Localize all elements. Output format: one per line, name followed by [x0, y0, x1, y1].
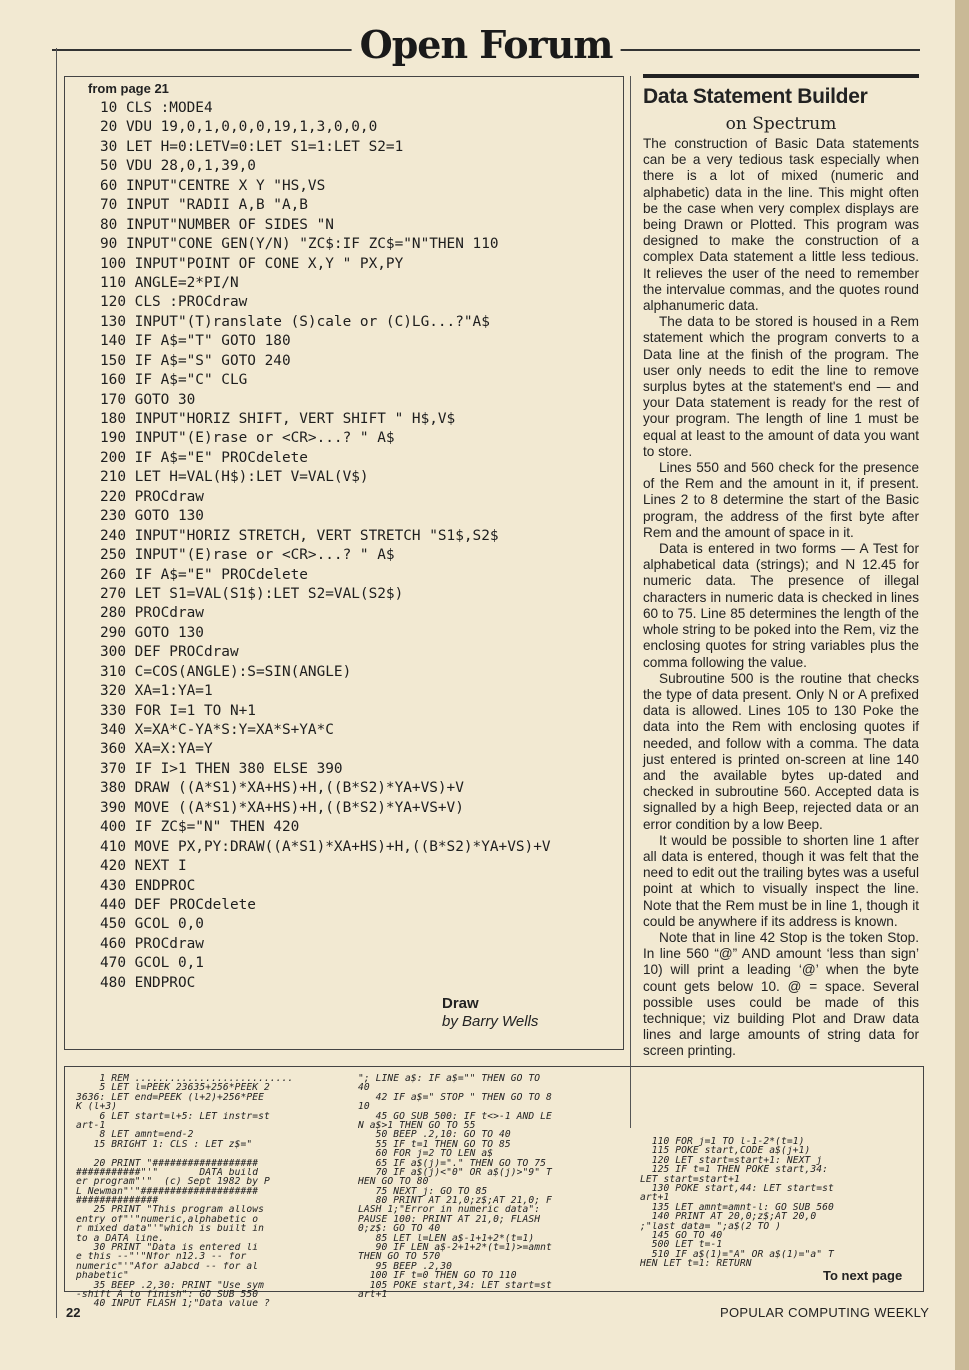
code-line: 310 C=COS(ANGLE):S=SIN(ANGLE)	[100, 663, 352, 680]
program-title: Draw	[442, 995, 479, 1012]
listing-line: to a DATA line.	[76, 1233, 165, 1244]
listing-line: 30 PRINT "Data is entered li	[76, 1243, 259, 1253]
code-line: 60 INPUT"CENTRE X Y "HS,VS	[100, 177, 326, 194]
article-paragraph: It would be possible to shorten line 1 after all data is entered, though it was felt that the need to edit out the trailing bytes was a useful point at which to visually inspect the line. Note that the Rem must be in line 1, though it could be anywhere if its address is known.	[643, 832, 919, 929]
listing-line: 20 PRINT "##################	[76, 1158, 259, 1168]
code-line: 170 GOTO 30	[100, 391, 196, 408]
code-line: 120 CLS :PROCdraw	[100, 294, 248, 311]
listing-line: ;"last data= ";a$(2 TO )	[640, 1221, 782, 1231]
code-line: 20 VDU 19,0,1,0,0,0,19,1,3,0,0,0	[100, 119, 378, 136]
article	[643, 74, 919, 1060]
code-line: 10 CLS :MODE4	[100, 100, 213, 116]
listing-line: N a$>1 THEN GO TO 55	[358, 1120, 476, 1131]
listing-line: 115 POKE start,CODE a$(j+1)	[640, 1146, 811, 1156]
code-line: 370 IF I>1 THEN 380 ELSE 390	[100, 760, 343, 777]
continued-from-label: from page 21	[88, 81, 169, 96]
article-paragraph: Subroutine 500 is the routine that checks the type of data present. Only N or A prefixed data is allowed. Lines 105 to 130 Poke the data into the Rem with enclosing quotes if needed, and follow with a comma. The data just entered is printed on-screen at line 140 and the available bytes up-dated and checked in subroutine 560. Accepted data is signalled by a high Beep, rejected data or an error condition by a low Beep.	[643, 670, 919, 832]
listing-column-3	[640, 1137, 918, 1268]
article-paragraph: Note that in line 42 Stop is the token Stop. In line 560 “@” AND amount ‘less than sign’ 10) will print a leading ‘@’ when the byte count gets below 10. @ = space. Several possible uses could be made of this technique; viz building Plot and Draw data lines and large amounts of string data for screen printing.	[643, 929, 919, 1059]
listing-line: numeric"'"Afor aJabcd -- for al	[76, 1261, 259, 1272]
listing-line: HEN GO TO 80	[358, 1177, 429, 1187]
masthead	[52, 22, 920, 72]
listing-line: THEN GO TO 570	[358, 1252, 441, 1262]
code-line: 340 X=XA*C-YA*S:Y=XA*S+YA*C	[100, 722, 334, 738]
listing-line: 25 PRINT "This program allows	[76, 1205, 265, 1215]
code-line: 100 INPUT"POINT OF CONE X,Y " PX,PY	[100, 255, 404, 272]
code-line: 90 INPUT"CONE GEN(Y/N) "ZC$:IF ZC$="N"THEN 110	[100, 236, 499, 253]
code-line: 160 IF A$="C" CLG	[100, 372, 248, 389]
listing-line: 105 POKE start,34: LET start=st	[358, 1280, 552, 1290]
listing-line: e this --"'"Nfor n12.3 -- for	[76, 1252, 247, 1262]
section-title: Open Forum	[352, 22, 621, 67]
column-divider	[630, 76, 631, 1128]
listing-line: 35 BEEP .2,30: PRINT "Use sym	[76, 1280, 265, 1290]
code-line: 430 ENDPROC	[100, 877, 196, 894]
article-subhead: on Spectrum	[725, 114, 837, 134]
code-line: 150 IF A$="S" GOTO 240	[100, 352, 291, 369]
listing-line: 42 IF a$=" STOP " THEN GO TO 8	[358, 1092, 552, 1103]
listing-line: 45 GO SUB 500: IF t<>-1 AND LE	[358, 1111, 552, 1121]
listing-line: PAUSE 100: PRINT AT 21,0; FLASH	[358, 1214, 541, 1225]
code-line: 210 LET H=VAL(H$):LET V=VAL(V$)	[100, 469, 369, 486]
listing-line: 130 POKE start,44: LET start=st	[640, 1183, 834, 1194]
listing-line: 10	[358, 1102, 370, 1112]
listing-line: 50 BEEP .2,10: GO TO 40	[358, 1130, 511, 1140]
listing-line: 40	[358, 1083, 370, 1093]
listing-line: 110 FOR j=1 TO l-1-2*(t=1)	[640, 1137, 805, 1147]
listing-line: 80 PRINT AT 21,0;z$;AT 21,0; F	[358, 1196, 552, 1206]
listing-line: 40 INPUT FLASH 1;"Data value ?	[76, 1299, 270, 1309]
code-line: 300 DEF PROCdraw	[100, 644, 239, 661]
code-line: 270 LET S1=VAL(S1$):LET S2=VAL(S2$)	[100, 585, 404, 602]
code-line: 420 NEXT I	[100, 858, 187, 875]
listing-line: 100 IF t=0 THEN GO TO 110	[358, 1271, 517, 1281]
code-line: 470 GCOL 0,1	[100, 955, 204, 972]
code-line: 390 MOVE ((A*S1)*XA+HS)+H,((B*S2)*YA+VS+V)	[100, 799, 464, 816]
article-paragraph: The construction of Basic Data statements can be a very tedious task especially when there is a lot of mixed (numeric and alphabetic) data in the line. This might often be the case when very complex displays are being Drawn or Plotted. This program was designed to make the construction of a complex Data statement a little less tedious. It relieves the user of the need to remember the intervalue commas, and the quotes round alphanumeric data.	[643, 136, 919, 314]
article-headline: Data Statement Builder	[643, 85, 868, 108]
listing-line: 500 LET t=-1	[640, 1240, 723, 1250]
article-paragraph: The data to be stored is housed in a Rem statement which the program converts to a Data line at the finish of the program. The user only needs to edit the line to remove surplus bytes at the statement's end — and your Data statement is ready for the rest of your program. The length of line 1 must be equal at least to the amount of data you want to store.	[643, 314, 919, 459]
listing-column-1	[76, 1074, 348, 1309]
listing-line: 145 GO TO 40	[640, 1230, 723, 1241]
code-line: 460 PROCdraw	[100, 935, 204, 952]
listing-line: LET start=start+1	[640, 1174, 740, 1184]
listing-line: 70 IF a$(j)<"0" OR a$(j)>"9" T	[358, 1167, 552, 1178]
listing-line: 60 FOR j=2 TO LEN a$	[358, 1149, 494, 1159]
listing-line: 90 IF LEN a$-2+1+2*(t=1)>=amnt	[358, 1243, 552, 1253]
page-number: 22	[66, 1305, 81, 1320]
code-line: 140 IF A$="T" GOTO 180	[100, 333, 291, 350]
listing-line: 55 IF t=1 THEN GO TO 85	[358, 1139, 511, 1150]
listing-line: ###########"'" DATA build	[76, 1167, 259, 1178]
listing-line: L Newman"'"####################	[76, 1186, 259, 1197]
listing-line: er program"'" (c) Sept 1982 by P	[76, 1177, 270, 1187]
listing-line: 0;z$: GO TO 40	[358, 1224, 441, 1234]
code-line: 200 IF A$="E" PROCdelete	[100, 449, 308, 466]
code-line: 410 MOVE PX,PY:DRAW((A*S1)*XA+HS)+H,((B*S2)*YA+VS)+V	[100, 838, 551, 855]
listing-line: LASH 1;"Error in numeric data":	[358, 1205, 541, 1215]
listing-line: K (l+3)	[76, 1102, 118, 1112]
code-line: 450 GCOL 0,0	[100, 916, 204, 933]
listing-line: 125 IF t=1 THEN POKE start,34:	[640, 1165, 829, 1175]
code-line: 220 PROCdraw	[100, 488, 204, 505]
listing-line: ##############	[76, 1196, 159, 1206]
listing-line: 8 LET amnt=end-2	[76, 1130, 194, 1140]
code-line: 80 INPUT"NUMBER OF SIDES "N	[100, 216, 334, 233]
listing-line: 510 IF a$(1)="A" OR a$(1)="a" T	[640, 1249, 834, 1260]
listing-line: 15 BRIGHT 1: CLS : LET z$="	[76, 1139, 253, 1150]
listing-line: HEN LET t=1: RETURN	[640, 1259, 752, 1269]
listing-line: 65 IF a$(j)="." THEN GO TO 75	[358, 1158, 547, 1168]
code-line: 260 IF A$="E" PROCdelete	[100, 566, 308, 583]
code-line: 240 INPUT"HORIZ STRETCH, VERT STRETCH "S1$,S2$	[100, 527, 499, 544]
page-edge	[955, 0, 969, 1370]
program-byline: by Barry Wells	[442, 1013, 539, 1030]
draw-program-listing	[100, 99, 620, 993]
listing-column-2	[358, 1074, 624, 1299]
listing-line: 3636: LET end=PEEK (l+2)+256*PEE	[76, 1092, 265, 1103]
code-line: 280 PROCdraw	[100, 605, 204, 622]
code-line: 130 INPUT"(T)ranslate (S)cale or (C)LG...?"A$	[100, 313, 490, 330]
listing-line: 135 LET amnt=amnt-l: GO SUB 560	[640, 1202, 834, 1213]
listing-line: 140 PRINT AT 20,0;z$;AT 20,0	[640, 1212, 817, 1222]
page-frame-left	[56, 48, 57, 1318]
listing-line: art+1	[640, 1193, 670, 1203]
listing-line: -shift A to finish": GO SUB 550	[76, 1289, 259, 1300]
code-line: 180 INPUT"HORIZ SHIFT, VERT SHIFT " H$,V$	[100, 411, 456, 427]
code-line: 330 FOR I=1 TO N+1	[100, 702, 256, 719]
code-line: 250 INPUT"(E)rase or <CR>...? " A$	[100, 547, 395, 564]
listing-line: phabetic"	[76, 1271, 129, 1281]
listing-line: 6 LET start=l+5: LET instr=st	[76, 1111, 270, 1121]
listing-line: entry of"'"numeric,alphabetic o	[76, 1214, 259, 1225]
code-line: 50 VDU 28,0,1,39,0	[100, 158, 256, 175]
listing-line: art+1	[358, 1289, 388, 1300]
listing-line: 85 LET l=LEN a$-1+1+2*(t=1)	[358, 1233, 535, 1244]
code-line: 320 XA=1:YA=1	[100, 683, 213, 700]
code-line: 230 GOTO 130	[100, 508, 204, 525]
code-line: 290 GOTO 130	[100, 624, 204, 641]
listing-line: r mixed data"'"which is built in	[76, 1224, 265, 1234]
code-line: 380 DRAW ((A*S1)*XA+HS)+H,((B*S2)*YA+VS)+V	[100, 780, 464, 797]
article-body	[643, 136, 919, 1060]
code-line: 360 XA=X:YA=Y	[100, 741, 213, 758]
listing-line: art-1	[76, 1120, 106, 1131]
article-paragraph: Lines 550 and 560 check for the presence of the Rem and the amount in it, if present. Lines 2 to 8 determine the start of the Basic program, the address of the first byte after Rem and the amount of space in it.	[643, 460, 919, 540]
listing-line: 5 LET l=PEEK 23635+256*PEEK 2	[76, 1083, 270, 1093]
code-line: 400 IF ZC$="N" THEN 420	[100, 819, 300, 836]
listing-line	[76, 1149, 348, 1158]
listing-line: 120 LET start=start+1: NEXT j	[640, 1155, 823, 1166]
publication-name: POPULAR COMPUTING WEEKLY	[720, 1305, 930, 1320]
code-line: 480 ENDPROC	[100, 974, 196, 991]
code-line: 110 ANGLE=2*PI/N	[100, 274, 239, 291]
article-paragraph: Data is entered in two forms — A Test for alphabetical data (strings); and N 12.45 for numeric data. The presence of illegal characters in numeric data is checked in lines 60 to 75. Line 85 determines the length of the whole string to be poked into the Rem, viz the enclosing quotes for string variables plus the comma following the value.	[643, 541, 919, 670]
to-next-page-label: To next page	[823, 1268, 903, 1283]
listing-line: 1 REM ...........................	[76, 1074, 294, 1084]
listing-line: 95 BEEP .2,30	[358, 1261, 453, 1272]
code-line: 30 LET H=0:LETV=0:LET S1=1:LET S2=1	[100, 138, 404, 155]
listing-line: "; LINE a$: IF a$="" THEN GO TO	[358, 1074, 541, 1084]
headline-bar	[643, 74, 919, 78]
code-line: 70 INPUT "RADII A,B "A,B	[100, 197, 308, 214]
code-line: 190 INPUT"(E)rase or <CR>...? " A$	[100, 430, 395, 447]
code-line: 440 DEF PROCdelete	[100, 896, 256, 913]
listing-line: 75 NEXT j: GO TO 85	[358, 1186, 488, 1197]
